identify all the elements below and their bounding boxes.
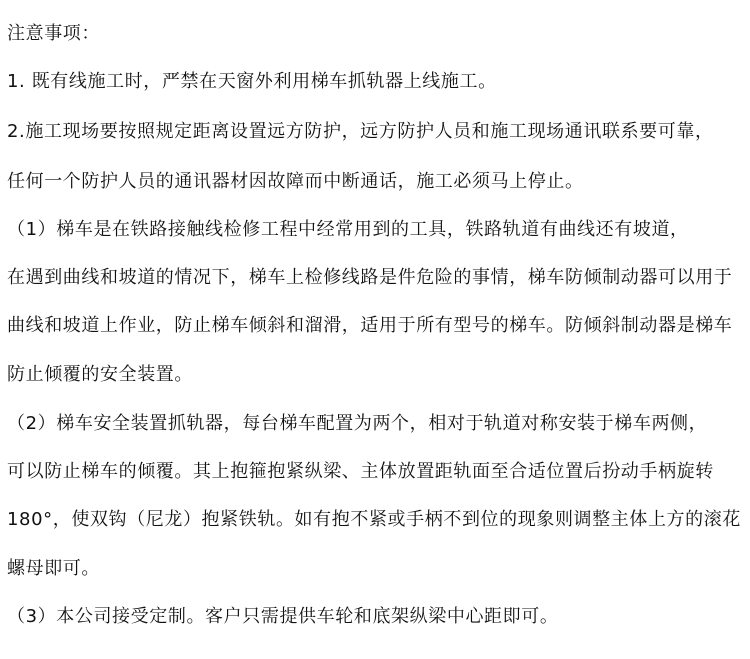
- notice-line-4: （1）梯车是在铁路接触线检修工程中经常用到的工具，铁路轨道有曲线还有坡道，: [7, 219, 689, 240]
- notice-line-9: 可以防止梯车的倾覆。其上抱箍抱紧纵梁、主体放置距轨面至合适位置后扮动手柄旋转: [7, 461, 714, 482]
- notice-line-12: （3）本公司接受定制。客户只需提供车轮和底架纵梁中心距即可。: [7, 606, 559, 627]
- notice-line-6: 曲线和坡道上作业，防止梯车倾斜和溜滑，适用于所有型号的梯车。防倾斜制动器是梯车: [7, 315, 733, 336]
- notice-heading: 注意事项：: [7, 23, 100, 44]
- notice-line-5: 在遇到曲线和坡道的情况下，梯车上检修线路是件危险的事情，梯车防倾制动器可以用于: [7, 267, 733, 288]
- notice-line-11: 螺母即可。: [7, 558, 100, 579]
- notice-line-1: 1. 既有线施工时，严禁在天窗外利用梯车抓轨器上线施工。: [7, 71, 497, 92]
- notice-line-10: 180°，使双钩（尼龙）抱紧铁轨。如有抱不紧或手柄不到位的现象则调整主体上方的滚花: [7, 509, 741, 530]
- notice-line-8: （2）梯车安全装置抓轨器，每台梯车配置为两个，相对于轨道对称安装于梯车两侧，: [7, 413, 708, 434]
- notice-line-7: 防止倾覆的安全装置。: [7, 364, 193, 385]
- notice-line-3: 任何一个防护人员的通讯器材因故障而中断通话，施工必须马上停止。: [7, 171, 584, 192]
- notice-line-2: 2.施工现场要按照规定距离设置远方防护，远方防护人员和施工现场通讯联系要可靠，: [7, 121, 714, 142]
